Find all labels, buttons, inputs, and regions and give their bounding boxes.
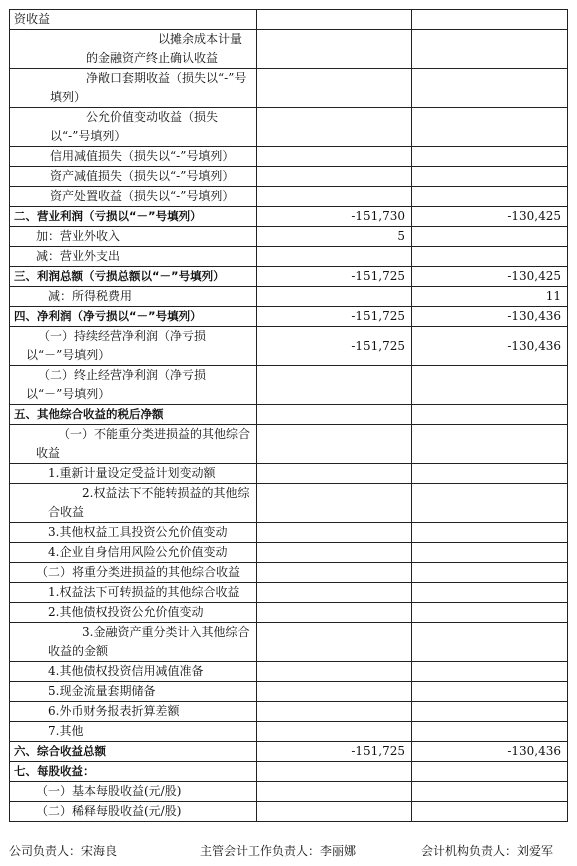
current-period-amount: [257, 563, 412, 583]
table-row: [10, 287, 568, 307]
row-label: 七、每股收益：: [14, 764, 95, 778]
prior-period-amount: [412, 543, 568, 563]
prior-period-amount: [412, 662, 568, 682]
row-label-cell: [10, 762, 257, 782]
table-row: [10, 603, 568, 623]
table-row: [10, 563, 568, 583]
row-label-cell: [10, 10, 257, 30]
row-label: 减：营业外支出: [36, 249, 121, 263]
row-label-cell: [10, 742, 257, 762]
prior-period-amount: [412, 623, 568, 662]
current-period-amount: [257, 464, 412, 484]
current-period-amount: [257, 623, 412, 662]
current-period-amount: [257, 603, 412, 623]
table-row: [10, 307, 568, 327]
prior-period-amount: -130,436: [412, 327, 568, 366]
row-label-cell: [10, 327, 257, 366]
table-row: [10, 583, 568, 603]
row-label: 4.其他债权投资信用减值准备: [48, 664, 204, 678]
row-label-cell: [10, 543, 257, 563]
row-label: 以摊余成本计量的金融资产终止确认收益: [86, 32, 243, 65]
prior-period-amount: [412, 366, 568, 405]
table-row: [10, 623, 568, 662]
table-row: [10, 69, 568, 108]
prior-period-amount: [412, 227, 568, 247]
prior-period-amount: [412, 147, 568, 167]
prior-period-amount: -130,425: [412, 267, 568, 287]
row-label-cell: [10, 287, 257, 307]
row-label: 资产减值损失（损失以“-”号填列）: [50, 169, 235, 183]
row-label-cell: [10, 69, 257, 108]
row-label: 资产处置收益（损失以“-”号填列）: [50, 189, 235, 203]
chief-accountant-signature: 主管会计工作负责人：李丽娜: [200, 844, 357, 858]
current-period-amount: 5: [257, 227, 412, 247]
table-row: [10, 762, 568, 782]
row-label-cell: [10, 207, 257, 227]
table-row: [10, 802, 568, 822]
current-period-amount: -151,730: [257, 207, 412, 227]
row-label: 资收益: [14, 12, 51, 26]
table-row: [10, 147, 568, 167]
table-row: [10, 484, 568, 523]
current-period-amount: [257, 762, 412, 782]
table-row: [10, 108, 568, 147]
row-label: 净敞口套期收益（损失以“-”号填列）: [50, 71, 247, 104]
row-label: （二）将重分类进损益的其他综合收益: [36, 565, 241, 579]
table-row: [10, 167, 568, 187]
table-row: [10, 227, 568, 247]
table-row: [10, 187, 568, 207]
row-label-cell: [10, 782, 257, 802]
row-label: 五、其他综合收益的税后净额: [14, 407, 164, 421]
row-label-cell: [10, 662, 257, 682]
prior-period-amount: [412, 523, 568, 543]
prior-period-amount: -130,436: [412, 307, 568, 327]
table-row: [10, 425, 568, 464]
prior-period-amount: -130,436: [412, 742, 568, 762]
row-label: 减：所得税费用: [48, 289, 133, 303]
prior-period-amount: [412, 563, 568, 583]
table-row: [10, 523, 568, 543]
row-label-cell: [10, 108, 257, 147]
current-period-amount: [257, 484, 412, 523]
current-period-amount: [257, 425, 412, 464]
row-label-cell: [10, 267, 257, 287]
prior-period-amount: [412, 425, 568, 464]
current-period-amount: -151,725: [257, 307, 412, 327]
company-head-signature: 公司负责人：宋海良: [9, 844, 118, 858]
current-period-amount: [257, 583, 412, 603]
current-period-amount: [257, 405, 412, 425]
row-label-cell: [10, 702, 257, 722]
income-statement-table: [9, 9, 568, 822]
current-period-amount: [257, 10, 412, 30]
row-label: 六、综合收益总额: [14, 744, 106, 758]
current-period-amount: [257, 722, 412, 742]
prior-period-amount: [412, 405, 568, 425]
row-label-cell: [10, 623, 257, 662]
prior-period-amount: [412, 583, 568, 603]
row-label: 2.权益法下不能转损益的其他综合收益: [48, 486, 250, 519]
row-label: 1.权益法下可转损益的其他综合收益: [48, 585, 240, 599]
current-period-amount: [257, 662, 412, 682]
current-period-amount: [257, 108, 412, 147]
income-statement-body: [10, 10, 568, 822]
row-label-cell: [10, 247, 257, 267]
row-label: 7.其他: [48, 724, 84, 738]
row-label: （一）持续经营净利润（净亏损以“－”号填列）: [26, 329, 207, 362]
row-label-cell: [10, 425, 257, 464]
prior-period-amount: [412, 762, 568, 782]
table-row: [10, 366, 568, 405]
prior-period-amount: 11: [412, 287, 568, 307]
prior-period-amount: [412, 603, 568, 623]
signature-footer: [0, 840, 577, 862]
table-row: [10, 247, 568, 267]
row-label: 5.现金流量套期储备: [48, 684, 156, 698]
prior-period-amount: [412, 782, 568, 802]
current-period-amount: [257, 30, 412, 69]
row-label-cell: [10, 563, 257, 583]
row-label: 3.金融资产重分类计入其他综合收益的金额: [48, 625, 250, 658]
row-label-cell: [10, 405, 257, 425]
row-label: 2.其他债权投资公允价值变动: [48, 605, 204, 619]
prior-period-amount: [412, 69, 568, 108]
row-label: 二、营业利润（亏损以“－”号填列）: [14, 209, 202, 223]
row-label: 公允价值变动收益（损失以“-”号填列）: [50, 110, 219, 143]
row-label-cell: [10, 484, 257, 523]
row-label: 4.企业自身信用风险公允价值变动: [48, 545, 228, 559]
table-row: [10, 742, 568, 762]
accounting-head-signature: 会计机构负责人：刘爱军: [421, 844, 554, 858]
row-label-cell: [10, 187, 257, 207]
row-label: 四、净利润（净亏损以“－”号填列）: [14, 309, 202, 323]
current-period-amount: [257, 167, 412, 187]
row-label: 加：营业外收入: [36, 229, 121, 243]
row-label-cell: [10, 523, 257, 543]
current-period-amount: [257, 147, 412, 167]
table-row: [10, 543, 568, 563]
row-label: （一）不能重分类进损益的其他综合收益: [36, 427, 251, 460]
row-label-cell: [10, 583, 257, 603]
current-period-amount: [257, 287, 412, 307]
row-label-cell: [10, 464, 257, 484]
row-label: 3.其他权益工具投资公允价值变动: [48, 525, 228, 539]
row-label: 1.重新计量设定受益计划变动额: [48, 466, 216, 480]
table-row: [10, 702, 568, 722]
row-label-cell: [10, 167, 257, 187]
row-label-cell: [10, 147, 257, 167]
row-label: 6.外币财务报表折算差额: [48, 704, 180, 718]
table-row: [10, 464, 568, 484]
table-row: [10, 682, 568, 702]
prior-period-amount: -130,425: [412, 207, 568, 227]
current-period-amount: [257, 247, 412, 267]
row-label-cell: [10, 366, 257, 405]
prior-period-amount: [412, 802, 568, 822]
current-period-amount: [257, 682, 412, 702]
prior-period-amount: [412, 484, 568, 523]
current-period-amount: [257, 187, 412, 207]
prior-period-amount: [412, 187, 568, 207]
row-label-cell: [10, 227, 257, 247]
table-row: [10, 782, 568, 802]
current-period-amount: [257, 543, 412, 563]
row-label: 信用减值损失（损失以“-”号填列）: [50, 149, 235, 163]
prior-period-amount: [412, 108, 568, 147]
table-row: [10, 405, 568, 425]
prior-period-amount: [412, 722, 568, 742]
current-period-amount: [257, 523, 412, 543]
row-label-cell: [10, 307, 257, 327]
prior-period-amount: [412, 30, 568, 69]
table-row: [10, 207, 568, 227]
prior-period-amount: [412, 702, 568, 722]
table-row: [10, 722, 568, 742]
current-period-amount: [257, 69, 412, 108]
row-label: （一）基本每股收益(元/股): [36, 784, 182, 798]
row-label-cell: [10, 682, 257, 702]
prior-period-amount: [412, 464, 568, 484]
row-label: 三、利润总额（亏损总额以“－”号填列）: [14, 269, 225, 283]
current-period-amount: [257, 702, 412, 722]
table-row: [10, 10, 568, 30]
table-row: [10, 662, 568, 682]
current-period-amount: [257, 802, 412, 822]
prior-period-amount: [412, 10, 568, 30]
current-period-amount: -151,725: [257, 742, 412, 762]
table-row: [10, 327, 568, 366]
prior-period-amount: [412, 167, 568, 187]
current-period-amount: -151,725: [257, 327, 412, 366]
prior-period-amount: [412, 247, 568, 267]
table-row: [10, 267, 568, 287]
row-label: （二）稀释每股收益(元/股): [36, 804, 182, 818]
table-row: [10, 30, 568, 69]
current-period-amount: -151,725: [257, 267, 412, 287]
current-period-amount: [257, 366, 412, 405]
row-label-cell: [10, 30, 257, 69]
row-label-cell: [10, 802, 257, 822]
row-label: （二）终止经营净利润（净亏损以“－”号填列）: [26, 368, 207, 401]
row-label-cell: [10, 603, 257, 623]
current-period-amount: [257, 782, 412, 802]
prior-period-amount: [412, 682, 568, 702]
row-label-cell: [10, 722, 257, 742]
